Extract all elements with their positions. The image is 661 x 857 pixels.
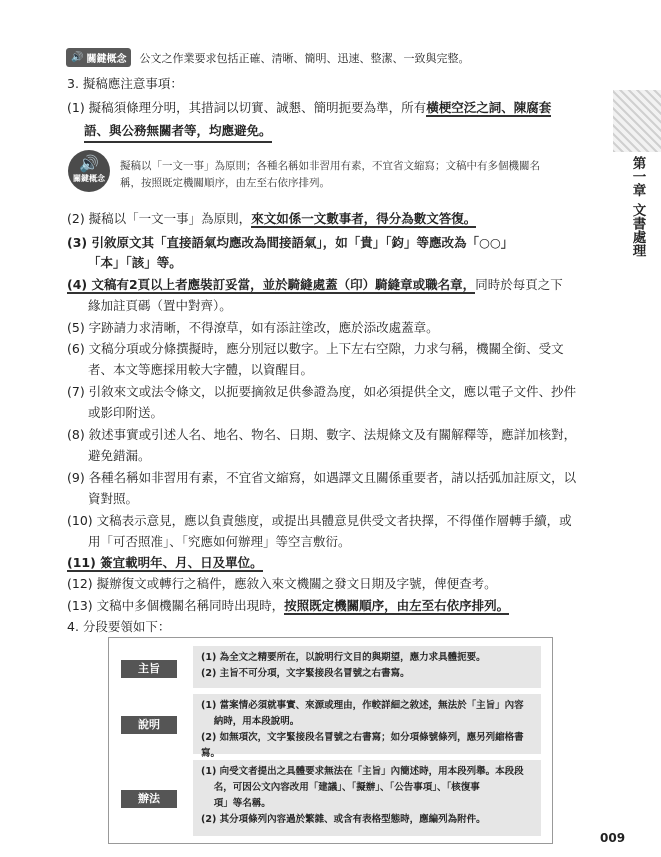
- item12: (12) 擬辦復文或轉行之稿件，應敘入來文機關之發文日期及字號，俾便查考。: [67, 576, 497, 591]
- item2: (2) 擬稿以「一文一事」為原則，來文如係一文數事者，得分為數文答復。: [67, 211, 477, 226]
- page-number: 009: [600, 831, 626, 845]
- paragraph-guide-table: [108, 637, 553, 844]
- row-content-explanation: (1) 當案情必須就事實、來源或理由，作較詳細之敘述，無法於「主旨」內容 納時，用本段說明。 (2) 如無項次，文字緊接段名冒號之右書寫；如分項條號條列，應另列縮格書寫。: [193, 694, 541, 754]
- speaker-icon: 🔊: [71, 52, 84, 63]
- section4-heading: 4. 分段要領如下：: [67, 619, 171, 634]
- item3-line1: (3) 引敘原文其「直接語氣均應改為間接語氣」，如「貴」「鈞」等應改為「○○」: [67, 235, 514, 250]
- section3-heading: 3. 擬稿應注意事項：: [67, 76, 183, 91]
- item11: (11) 簽宜載明年、月、日及單位。: [67, 555, 263, 570]
- key-concept-badge: 🔊 關鍵概念: [66, 48, 131, 67]
- row-label-subject: 主旨: [121, 660, 177, 678]
- item6-line1: (6) 文稿分項或分條撰擬時，應分別冠以數字。上下左右空隙，力求勻稱，機關全銜、受文: [67, 341, 564, 356]
- item9-line2: 資對照。: [88, 491, 139, 506]
- item8-line2: 避免錯漏。: [88, 448, 151, 463]
- item10-line1: (10) 文稿表示意見，應以負責態度，或提出具體意見供受文者抉擇，不得僅作層轉手續，或: [67, 513, 572, 528]
- callout-text: 擬稿以「一文一事」為原則；各種名稱如非習用有素，不宜省文縮寫；文稿中有多個機關名 稱，按照既定機關順序，由左至右依序排列。: [120, 160, 540, 189]
- side-stripe: [613, 90, 661, 152]
- item4-line2: 緣加註頁碼（置中對齊）。: [88, 298, 232, 313]
- row-label-method: 辦法: [121, 790, 177, 808]
- item10-line2: 用「可否照准」、「究應如何辦理」等空言敷衍。: [88, 534, 351, 549]
- callout-badge: 🔊 關鍵概念: [68, 150, 110, 192]
- item4-line1: (4) 文稿有2頁以上者應裝訂妥當，並於騎縫處蓋（印）騎縫章或職名章，同時於每頁之下: [67, 277, 563, 292]
- speaker-icon: 🔊: [79, 154, 99, 173]
- top-note-text: 公文之作業要求包括正確、清晰、簡明、迅速、整潔、一致與完整。: [139, 51, 470, 65]
- chapter-side-tab: [613, 90, 661, 280]
- item7-line1: (7) 引敘來文或法令條文，以扼要摘敘足供參證為度，如必須提供全文，應以電子文件、抄件: [67, 384, 577, 399]
- item1-line2: 語、與公務無關者等，均應避免。: [84, 121, 272, 143]
- item3-line2: 「本」「該」等。: [88, 255, 182, 270]
- row-content-method: (1) 向受文者提出之具體要求無法在「主旨」內簡述時，用本段列舉。本段段 名，可因公文內容改用「建議」、「擬辦」、「公告事項」、「核復事 項」等名稱。 (2) 其分項條列內容過於繁雜、或含有表格型態時，應編列為附件。: [193, 760, 541, 836]
- row-label-explanation: 說明: [121, 716, 177, 734]
- item9-line1: (9) 各種名稱如非習用有素，不宜省文縮寫，如遇譯文且關係重要者，請以括弧加註原文，以: [67, 470, 577, 485]
- row-content-subject: (1) 為全文之精要所在，以說明行文目的與期望，應力求具體扼要。 (2) 主旨不可分項，文字緊接段名冒號之右書寫。: [193, 646, 541, 688]
- item6-line2: 者、本文等應採用較大字體，以資醒目。: [88, 362, 314, 377]
- item13: (13) 文稿中多個機關名稱同時出現時，按照既定機關順序，由左至右依序排列。: [67, 598, 510, 613]
- chapter-title: 文書處理: [629, 202, 646, 257]
- item8-line1: (8) 敘述事實或引述人名、地名、物名、日期、數字、法規條文及有關解釋等，應詳加核對，: [67, 427, 577, 442]
- item5: (5) 字跡請力求清晰，不得潦草，如有添註塗改，應於添改處蓋章。: [67, 320, 439, 335]
- top-note: [66, 48, 469, 67]
- item7-line2: 或影印附送。: [88, 405, 164, 420]
- chapter-number: 第一章: [629, 156, 646, 197]
- item1-line1: (1) 擬稿須條理分明，其措詞以切實、誠懇、簡明扼要為準，所有橫梗空泛之詞、陳腐套: [67, 100, 552, 115]
